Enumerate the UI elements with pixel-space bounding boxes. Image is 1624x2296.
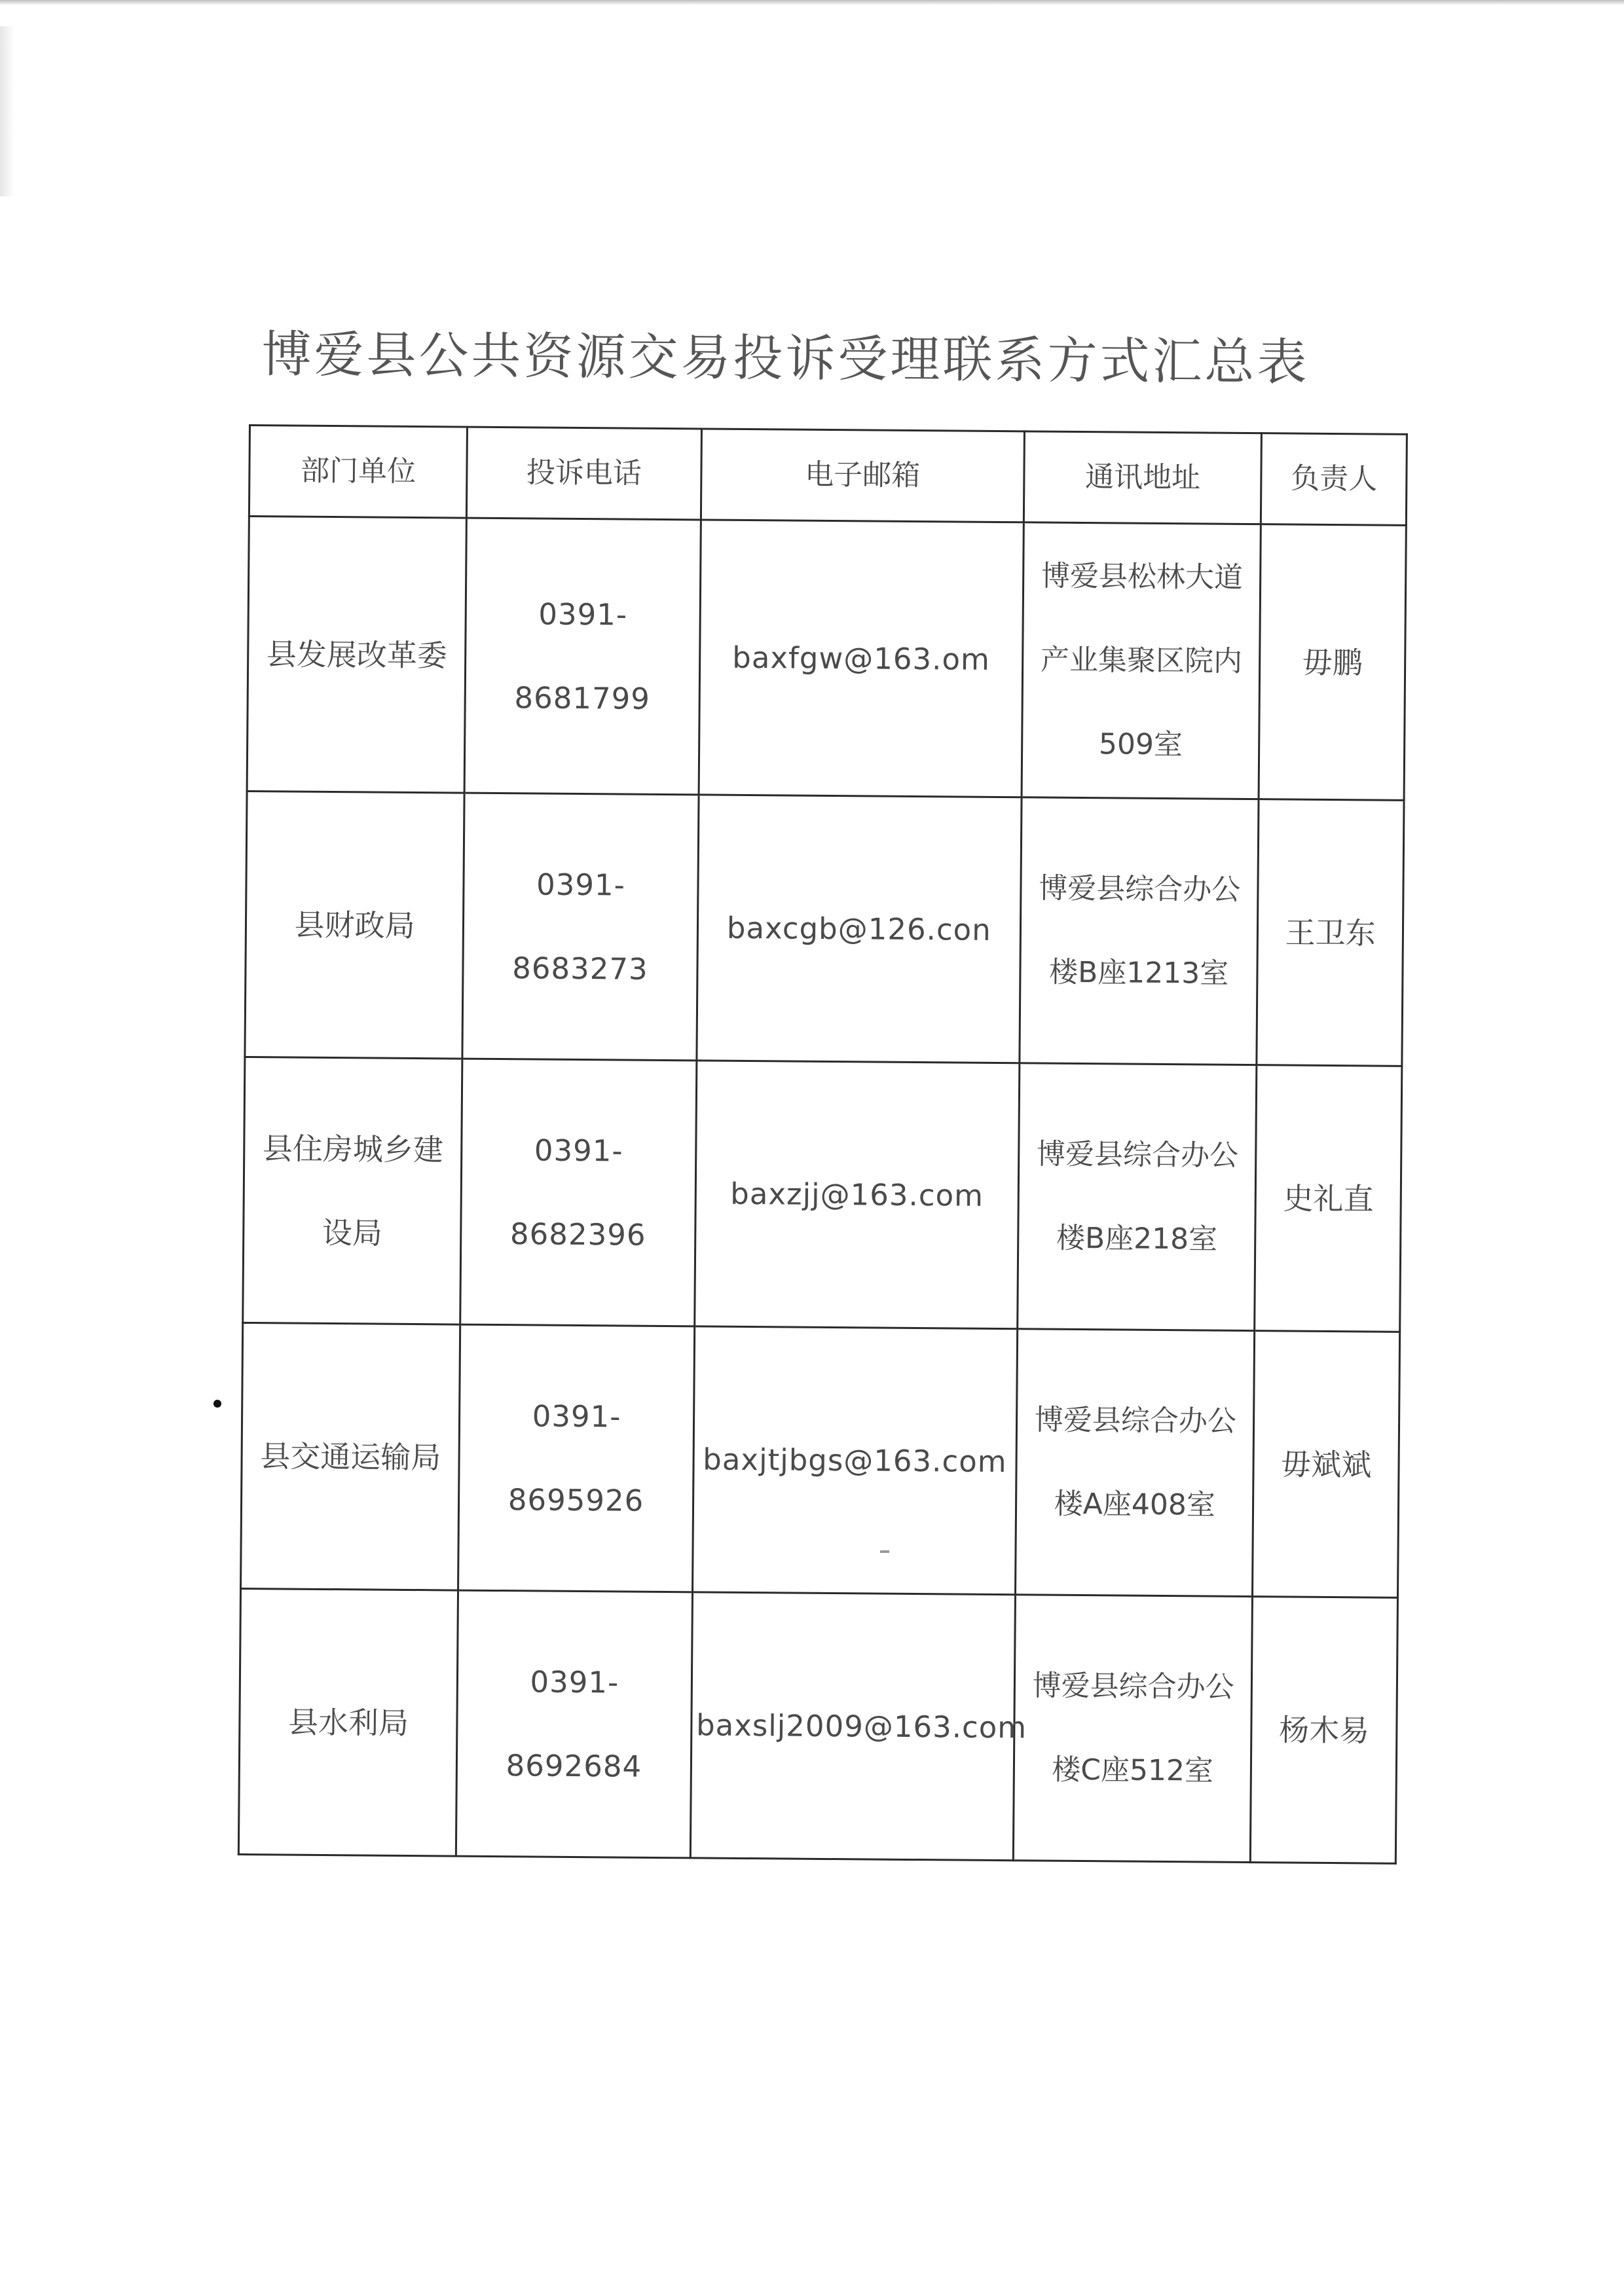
header-person: 负责人 [1261, 433, 1407, 526]
cell-email: baxjtjbgs@163.com [692, 1326, 1018, 1595]
cell-person: 杨木易 [1251, 1597, 1398, 1864]
contact-table [238, 424, 1408, 1865]
scan-left-edge [0, 26, 14, 196]
cell-phone: 0391-8683273 [462, 793, 699, 1061]
table-row [241, 1322, 1400, 1597]
scan-top-edge [0, 0, 1624, 5]
cell-dept: 县水利局 [238, 1588, 458, 1856]
cell-address: 博爱县松林大道产业集聚区院内509室 [1022, 522, 1261, 799]
cell-person: 王卫东 [1257, 799, 1404, 1066]
cell-email: baxslj2009@163.com [690, 1592, 1016, 1861]
document-title: 博爱县公共资源交易投诉受理联系方式汇总表 [261, 325, 1310, 392]
table-row [243, 1057, 1402, 1332]
cell-dept: 县财政局 [245, 791, 464, 1059]
table-header-row [249, 426, 1407, 526]
cell-person: 毋斌斌 [1253, 1331, 1400, 1598]
table-row [245, 791, 1404, 1066]
scan-speck [213, 1400, 221, 1408]
cell-email: baxcgb@126.con [697, 795, 1022, 1063]
header-dept: 部门单位 [249, 426, 467, 519]
table-row [238, 1588, 1397, 1863]
cell-dept: 县发展改革委 [247, 517, 467, 793]
header-address: 通讯地址 [1024, 431, 1262, 524]
scan-speck [880, 1550, 889, 1553]
cell-person: 毋鹏 [1259, 524, 1407, 801]
cell-phone: 0391-8692684 [456, 1590, 693, 1858]
contact-table-container [238, 424, 1408, 1861]
cell-address: 博爱县综合办公楼B座218室 [1018, 1063, 1257, 1331]
header-phone: 投诉电话 [467, 427, 702, 520]
cell-dept: 县交通运输局 [241, 1322, 460, 1590]
table-row [247, 517, 1406, 801]
cell-address: 博爱县综合办公楼B座1213室 [1020, 797, 1259, 1065]
cell-address: 博爱县综合办公楼C座512室 [1013, 1595, 1253, 1863]
cell-person: 史礼直 [1255, 1065, 1402, 1332]
cell-email: baxzjj@163.com [694, 1061, 1020, 1329]
cell-address: 博爱县综合办公楼A座408室 [1016, 1329, 1255, 1597]
cell-phone: 0391-8695926 [458, 1324, 695, 1592]
cell-phone: 0391-8681799 [464, 518, 701, 795]
header-email: 电子邮箱 [701, 429, 1024, 522]
cell-dept: 县住房城乡建设局 [243, 1057, 462, 1324]
cell-email: baxfgw@163.om [699, 520, 1024, 797]
cell-phone: 0391-8682396 [460, 1059, 697, 1326]
